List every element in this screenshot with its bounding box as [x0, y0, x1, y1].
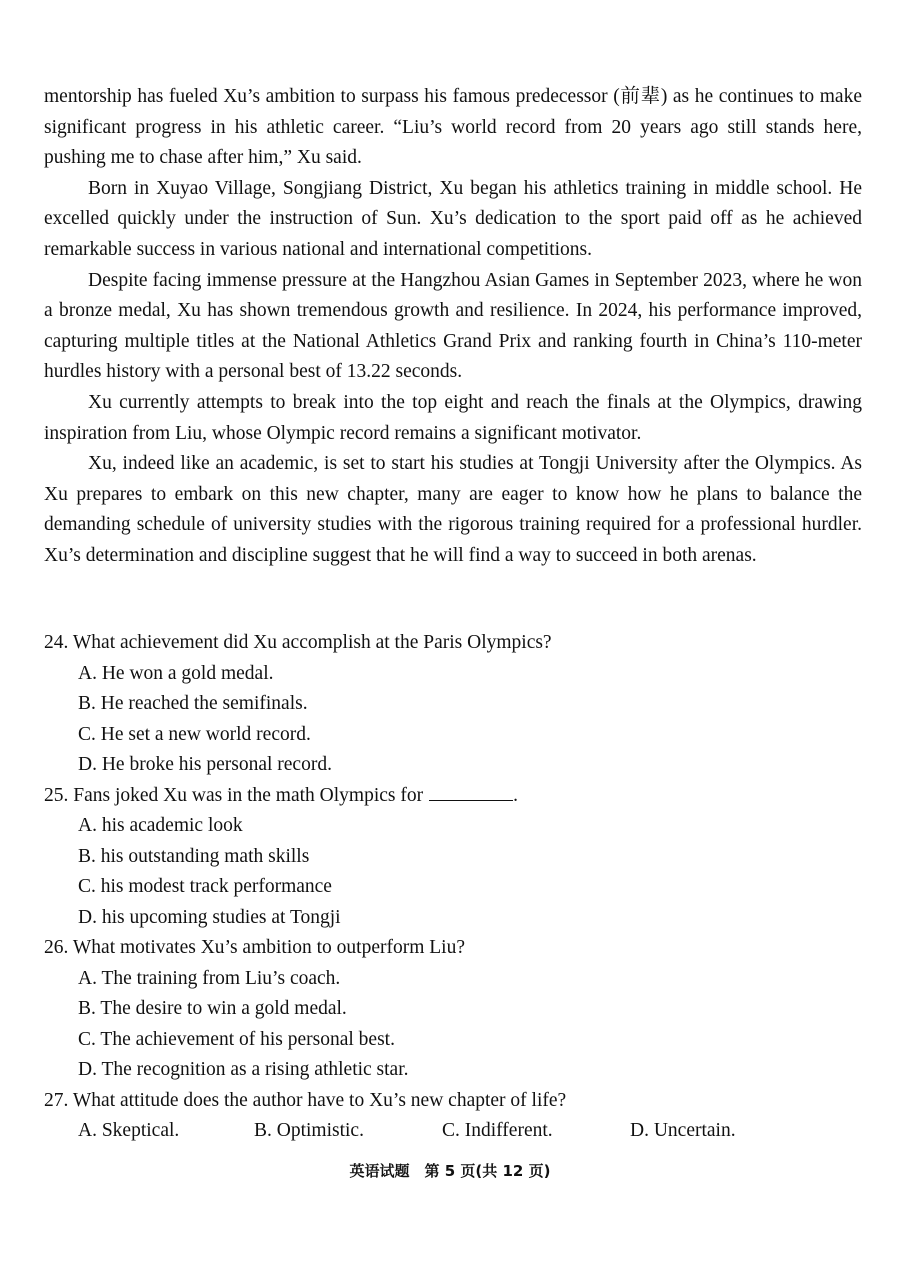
passage-paragraph-3: Despite facing immense pressure at the Hangzhou Asian Games in September 2023, where he won a bronze medal, Xu has shown tremendous growth and resilience. In 2024, his performance improved, capturing multiple titles at the National Athletics Grand Prix and ranking fourth in China’s 110-meter hurdles history with a personal best of 13.22 seconds. — [44, 269, 862, 383]
option-c: C. The achievement of his personal best. — [78, 1028, 395, 1050]
question-list — [44, 628, 862, 1147]
option-b: B. his outstanding math skills — [78, 845, 310, 867]
option-a: A. Skeptical. — [78, 1120, 180, 1141]
option-c: C. his modest track performance — [78, 876, 332, 897]
option-a: A. He won a gold medal. — [78, 662, 274, 684]
option-list — [44, 1116, 862, 1147]
option-b: B. The desire to win a gold medal. — [78, 998, 347, 1019]
option-d: D. his upcoming studies at Tongji — [78, 906, 341, 928]
reading-passage — [44, 82, 862, 572]
option-list — [44, 811, 862, 933]
option-list — [44, 659, 862, 781]
question-27 — [44, 1086, 862, 1147]
option-a: A. his academic look — [78, 815, 243, 836]
option-list — [44, 964, 862, 1086]
passage-paragraph-4: Xu currently attempts to break into the top eight and reach the finals at the Olympics, drawing inspiration from Liu, whose Olympic record remains a significant motivator. — [44, 391, 862, 444]
question-26 — [44, 933, 862, 1086]
option-d: D. He broke his personal record. — [78, 754, 332, 775]
option-d: D. The recognition as a rising athletic star. — [78, 1059, 409, 1080]
passage-paragraph-2: Born in Xuyao Village, Songjiang District, Xu began his athletics training in middle school. He excelled quickly under the instruction of Sun. Xu’s dedication to the sport paid off as he achieved remarkable success in various national and international competitions. — [44, 177, 862, 260]
option-c: C. He set a new world record. — [78, 723, 311, 745]
option-b: B. He reached the semifinals. — [78, 693, 308, 714]
passage-paragraph-5: Xu, indeed like an academic, is set to start his studies at Tongji University after the Olympics. As Xu prepares to embark on this new chapter, many are eager to know how he plans to balance the demanding schedule of university studies with the rigorous training required for a professional hurdler. Xu’s determination and discipline suggest that he will find a way to succeed in both arenas. — [44, 453, 862, 566]
question-25 — [44, 781, 862, 934]
blank-dot: . — [513, 784, 518, 806]
option-d: D. Uncertain. — [630, 1120, 736, 1141]
question-stem: 26. What motivates Xu’s ambition to outperform Liu? — [44, 937, 465, 958]
page-footer: 英语试题 第 5 页(共 12 页) — [349, 1162, 551, 1180]
question-24 — [44, 628, 862, 781]
option-b: B. Optimistic. — [254, 1120, 364, 1141]
option-c: C. Indifferent. — [442, 1120, 553, 1141]
question-stem: 24. What achievement did Xu accomplish at the Paris Olympics? — [44, 632, 552, 653]
answer-blank — [429, 799, 513, 801]
question-stem-row — [44, 781, 862, 812]
option-a: A. The training from Liu’s coach. — [78, 967, 341, 989]
passage-paragraph-1: mentorship has fueled Xu’s ambition to surpass his famous predecessor (前辈) as he continues to make significant progress in his athletic career. “Liu’s world record from 20 years ago still stands here, pushing me to chase after him,” Xu said. — [44, 86, 862, 169]
question-stem: 25. Fans joked Xu was in the math Olympics for — [44, 784, 424, 806]
question-stem: 27. What attitude does the author have to Xu’s new chapter of life? — [44, 1089, 567, 1111]
